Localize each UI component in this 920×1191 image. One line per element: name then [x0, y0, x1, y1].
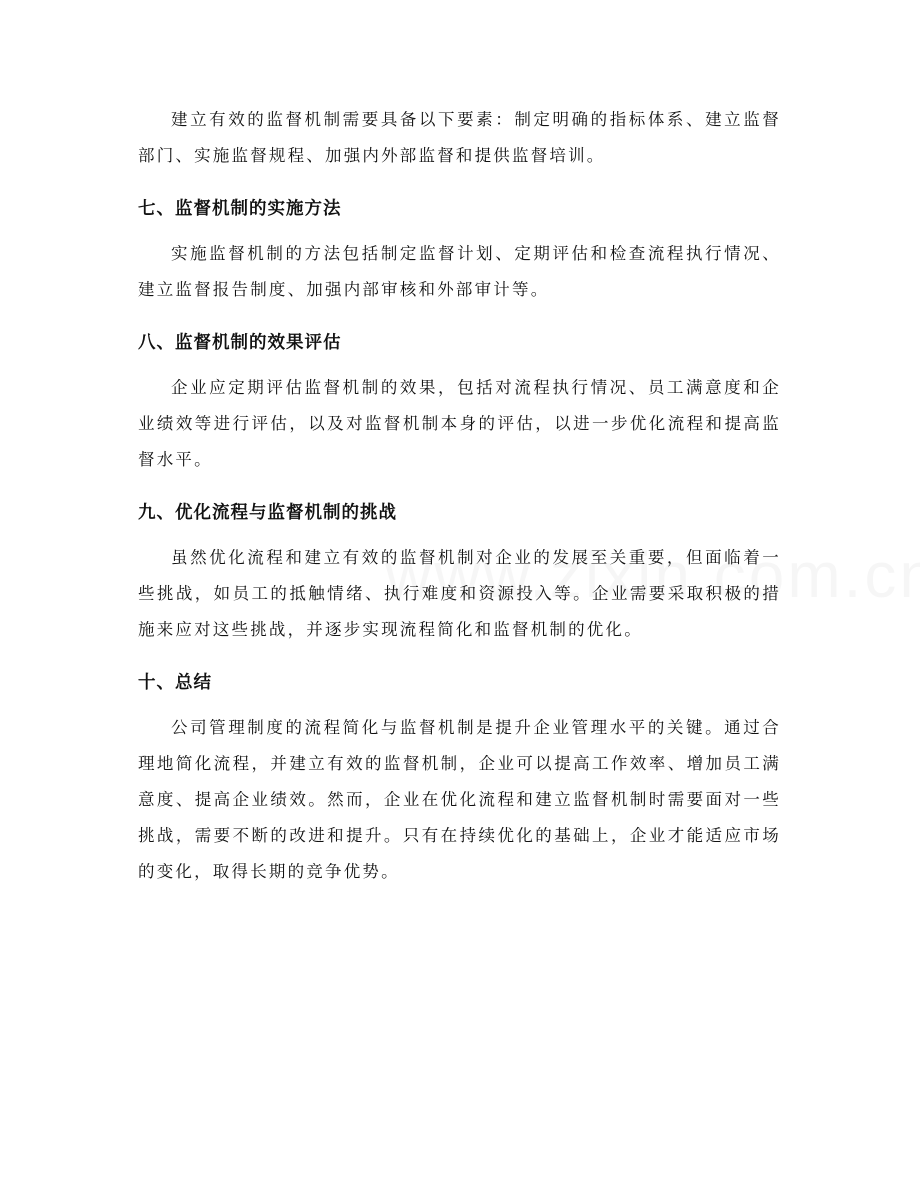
- paragraph-supervision-elements: 建立有效的监督机制需要具备以下要素：制定明确的指标体系、建立监督部门、实施监督规程、加强内外部监督和提供监督培训。: [138, 110, 781, 165]
- paragraph-effect-evaluation: 企业应定期评估监督机制的效果，包括对流程执行情况、员工满意度和企业绩效等进行评估，以及对监督机制本身的评估，以进一步优化流程和提高监督水平。: [138, 378, 781, 469]
- document-body: [138, 102, 781, 890]
- section-heading-9: 九、优化流程与监督机制的挑战: [138, 503, 397, 523]
- paragraph-implementation-methods: 实施监督机制的方法包括制定监督计划、定期评估和检查流程执行情况、建立监督报告制度、加强内部审核和外部审计等。: [138, 244, 781, 299]
- section-heading-8: 八、监督机制的效果评估: [138, 333, 342, 353]
- paragraph-challenges: 虽然优化流程和建立有效的监督机制对企业的发展至关重要，但面临着一些挑战，如员工的抵触情绪、执行难度和资源投入等。企业需要采取积极的措施来应对这些挑战，并逐步实现流程简化和监督机制的优化。: [138, 548, 781, 639]
- paragraph-summary: 公司管理制度的流程简化与监督机制是提升企业管理水平的关键。通过合理地简化流程，并建立有效的监督机制，企业可以提高工作效率、增加员工满意度、提高企业绩效。然而，企业在优化流程和建立监督机制时需要面对一些挑战，需要不断的改进和提升。只有在持续优化的基础上，企业才能适应市场的变化，取得长期的竞争优势。: [138, 718, 781, 881]
- section-heading-10: 十、总结: [138, 673, 212, 693]
- section-heading-7: 七、监督机制的实施方法: [138, 199, 342, 219]
